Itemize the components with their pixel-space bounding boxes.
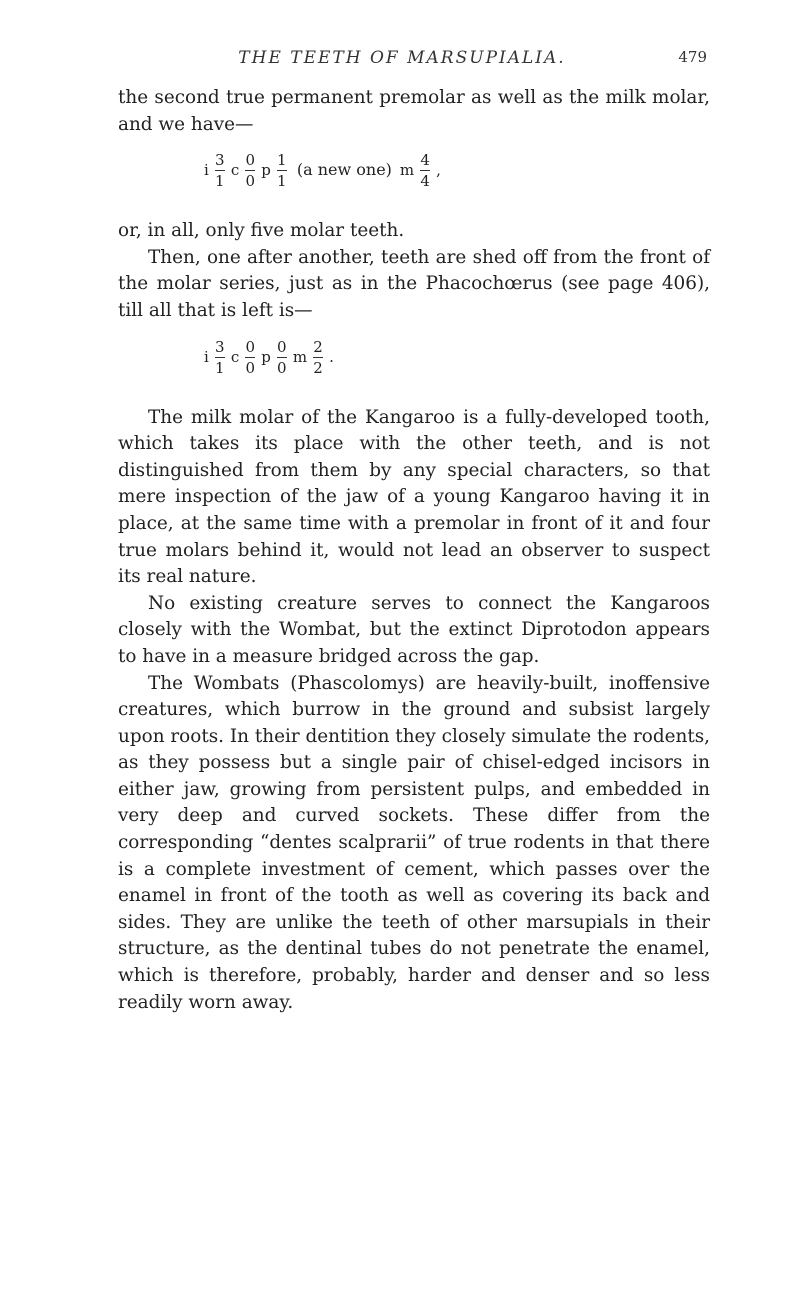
page-number: 479	[678, 48, 707, 66]
formula1-m-letter: m	[399, 161, 415, 180]
fraction-bar	[215, 357, 225, 358]
formula2-c-upper: 0	[245, 337, 255, 356]
formula1-p-letter: p	[261, 161, 271, 180]
formula1-p-lower: 1	[277, 172, 287, 191]
formula2-c-letter: c	[230, 347, 240, 366]
formula1-i-fraction	[215, 152, 225, 189]
paragraph-6: The Wombats (Phascolomys) are heavily-built, inoffensive creatures, which burrow in the ground and subsist largely upon roots. In their dentition they closely simulate the rodents, as they possess but a single pair of chisel-edged incisors in either jaw, growing from persistent pulps, and embedded in very deep and curved sockets. These differ from the corresponding “dentes scalprarii” of true rodents in that there is a complete investment of cement, which passes over the enamel in front of the tooth as well as covering its back and sides. They are unlike the teeth of other marsupials in their structure, as the dentinal tubes do not penetrate the enamel, which is therefore, probably, harder and denser and so less readily worn away.	[118, 672, 710, 1013]
paragraph-5: No existing creature serves to connect the Kangaroos closely with the Wombat, but the extinct Diprotodon appears to have in a measure bridged across the gap.	[118, 592, 710, 667]
dental-formula-2	[118, 331, 710, 397]
formula2-m-fraction	[313, 339, 323, 376]
formula1-c-upper: 0	[245, 151, 255, 170]
formula1-c-lower: 0	[245, 172, 255, 191]
fraction-bar	[277, 170, 287, 171]
formula2-i-letter: i	[204, 347, 209, 366]
formula1-note: (a new one)	[296, 160, 392, 180]
formula2-m-upper: 2	[313, 337, 323, 356]
paragraph-1: the second true permanent premolar as well as the milk molar, and we have—	[118, 87, 710, 135]
formula1-c-fraction	[245, 152, 255, 189]
formula2-p-lower: 0	[277, 358, 287, 377]
formula2-m-lower: 2	[313, 358, 323, 377]
formula1-p-fraction	[277, 152, 287, 189]
paragraph-3: Then, one after another, teeth are shed off from the front of the molar series, just as in the Phacochœrus (see page 406), till all that is left is—	[118, 246, 710, 321]
fraction-bar	[245, 170, 255, 171]
formula2-c-fraction	[245, 339, 255, 376]
formula2-p-fraction	[277, 339, 287, 376]
paragraph-2: or, in all, only five molar teeth.	[118, 220, 405, 242]
running-title: THE TEETH OF MARSUPIALIA.	[238, 48, 566, 68]
formula1-m-lower: 4	[420, 172, 430, 191]
formula2-end: .	[329, 347, 334, 366]
formula2-i-lower: 1	[215, 358, 225, 377]
formula1-m-fraction	[420, 152, 430, 189]
formula2-i-upper: 3	[215, 337, 225, 356]
formula1-i-upper: 3	[215, 151, 225, 170]
dental-formula-1	[118, 144, 710, 210]
formula2-p-letter: p	[261, 347, 271, 366]
formula2-p-upper: 0	[277, 337, 287, 356]
fraction-bar	[245, 357, 255, 358]
formula1-i-lower: 1	[215, 172, 225, 191]
formula2-i-fraction	[215, 339, 225, 376]
formula1-end: ,	[436, 161, 441, 180]
formula1-c-letter: c	[230, 161, 240, 180]
body-text	[118, 85, 710, 1016]
formula1-p-upper: 1	[277, 151, 287, 170]
fraction-bar	[420, 170, 430, 171]
fraction-bar	[277, 357, 287, 358]
fraction-bar	[313, 357, 323, 358]
fraction-bar	[215, 170, 225, 171]
formula1-m-upper: 4	[420, 151, 430, 170]
formula1-i-letter: i	[204, 161, 209, 180]
formula2-m-letter: m	[292, 347, 308, 366]
formula2-c-lower: 0	[245, 358, 255, 377]
paragraph-4: The milk molar of the Kangaroo is a fully-developed tooth, which takes its place with the other teeth, and is not distinguished from them by any special characters, so that mere inspection of the jaw of a young Kangaroo having it in place, at the same time with a premolar in front of it and four true molars behind it, would not lead an observer to suspect its real nature.	[118, 406, 710, 588]
